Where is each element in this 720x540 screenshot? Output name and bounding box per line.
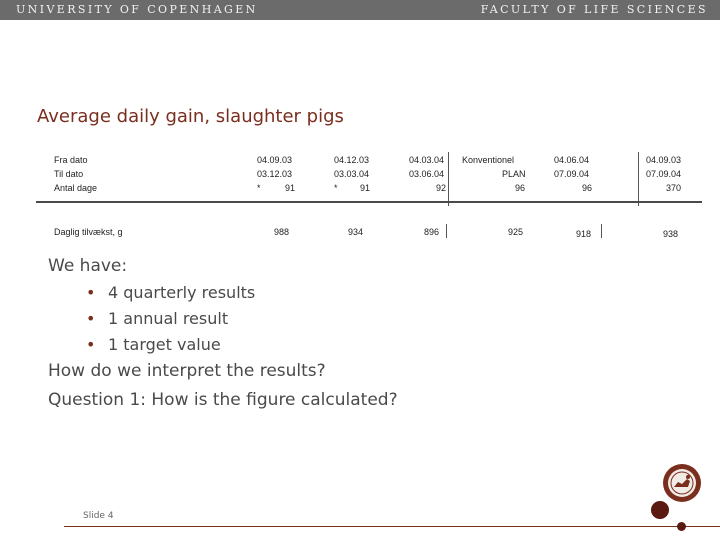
column-divider [448,152,449,206]
column-divider [446,224,447,238]
col2-star: * [334,183,338,193]
row-label-til: Til dato [54,169,84,179]
col5-gain: 918 [576,229,592,239]
col4-til: PLAN [502,169,526,179]
col2-gain: 934 [348,227,364,237]
we-have-heading: We have: [48,256,128,276]
slide-title: Average daily gain, slaughter pigs [37,106,344,127]
calculation-question: Question 1: How is the figure calculated? [48,390,398,410]
bullet-list [86,282,255,360]
faculty-name: FACULTY OF LIFE SCIENCES [480,3,708,16]
col4-gain: 925 [508,227,524,237]
col6-gain: 938 [663,229,679,239]
slide-number: Slide 4 [83,511,114,521]
table-rule [36,201,702,203]
bullet-icon: • [86,335,96,354]
university-seal-icon [662,463,702,503]
col4-dage: 96 [515,183,526,193]
column-divider [638,152,639,206]
column-divider [601,224,602,238]
col1-til: 03.12.03 [257,169,293,179]
bullet-icon: • [86,309,96,328]
col4-fra: Konventionel [462,155,515,165]
bullet-text: 1 annual result [108,309,229,328]
scanned-results-table [36,146,702,246]
col1-fra: 04.09.03 [257,155,293,165]
footer-rule [64,526,720,527]
decorative-dot-large [651,501,669,519]
col3-fra: 04.03.04 [409,155,445,165]
col2-til: 03.03.04 [334,169,370,179]
col5-til: 07.09.04 [554,169,590,179]
university-name: UNIVERSITY OF COPENHAGEN [16,3,258,16]
col2-fra: 04.12.03 [334,155,370,165]
col2-dage: 91 [360,183,371,193]
row-label-gain: Daglig tilvækst, g [54,227,123,237]
interpret-question: How do we interpret the results? [48,361,326,381]
bullet-icon: • [86,283,96,302]
col5-fra: 04.06.04 [554,155,590,165]
bullet-item [86,282,255,308]
header-bar [0,0,720,20]
col6-fra: 04.09.03 [646,155,682,165]
col3-gain: 896 [424,227,440,237]
decorative-dot-small [677,522,686,531]
col1-star: * [257,183,261,193]
row-label-fra: Fra dato [54,155,88,165]
col5-dage: 96 [582,183,593,193]
col3-til: 03.06.04 [409,169,445,179]
bullet-item [86,308,255,334]
bullet-text: 4 quarterly results [108,283,256,302]
col6-til: 07.09.04 [646,169,682,179]
col6-dage: 370 [666,183,682,193]
bullet-text: 1 target value [108,335,221,354]
col1-gain: 988 [274,227,290,237]
bullet-item [86,334,255,360]
row-label-dage: Antal dage [54,183,98,193]
col3-dage: 92 [436,183,447,193]
col1-dage: 91 [285,183,296,193]
